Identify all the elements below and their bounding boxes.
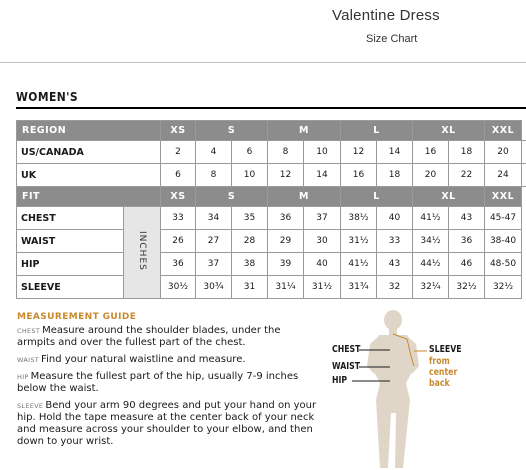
table-row [17, 230, 526, 253]
table-cell: 18 [449, 141, 485, 164]
table-cell: 8 [268, 141, 304, 164]
table-cell: 34 [196, 207, 232, 230]
table-row [17, 253, 526, 276]
region-header: REGION [17, 121, 161, 141]
sleeve-note-line: from [429, 356, 450, 367]
section-title: WOMEN'S [16, 89, 79, 104]
guide-text: Measure around the shoulder blades, under the armpits and over the fullest part of the chest. [17, 325, 281, 348]
size-chart-table [16, 120, 526, 299]
guide-entry-hip [17, 371, 317, 395]
table-cell: 32½ [449, 276, 485, 299]
table-cell: 22 [449, 164, 485, 187]
table-cell: 41½ [341, 253, 377, 276]
table-row [17, 164, 526, 187]
table-cell: 46 [449, 253, 485, 276]
size-header: L [341, 187, 413, 207]
table-cell: 37 [304, 207, 341, 230]
table-cell: 12 [268, 164, 304, 187]
size-header: S [196, 187, 268, 207]
table-cell: 27 [196, 230, 232, 253]
table-cell: 33 [377, 230, 413, 253]
table-cell: 10 [304, 141, 341, 164]
hip-label: HIP [332, 375, 348, 386]
size-header: XXL [485, 121, 522, 141]
table-cell: 29 [268, 230, 304, 253]
guide-text: Find your natural waistline and measure. [41, 354, 246, 365]
fit-header: FIT [17, 187, 161, 207]
region-header-row [17, 121, 526, 141]
guide-term: HIP [17, 373, 29, 381]
chest-label: CHEST [332, 344, 361, 355]
table-cell: 26 [161, 230, 196, 253]
table-cell: 34½ [413, 230, 449, 253]
table-cell: 38 [232, 253, 268, 276]
table-cell: 16 [413, 141, 449, 164]
table-cell: 48-50 [485, 253, 522, 276]
table-cell: 30¾ [196, 276, 232, 299]
table-row [17, 207, 526, 230]
sleeve-note-line: back [429, 378, 450, 389]
sleeve-label: SLEEVE [429, 344, 462, 355]
table-cell: 38-40 [485, 230, 522, 253]
table-cell: 6 [232, 141, 268, 164]
table-cell: 32¼ [413, 276, 449, 299]
table-cell: 37 [196, 253, 232, 276]
table-row [17, 276, 526, 299]
table-cell: 30 [304, 230, 341, 253]
table-cell: 4 [196, 141, 232, 164]
table-cell: 41½ [413, 207, 449, 230]
table-cell: 36 [161, 253, 196, 276]
table-cell: 31½ [304, 276, 341, 299]
size-header: XS [161, 121, 196, 141]
units-label: INCHES [137, 231, 147, 271]
body-silhouette-icon [330, 308, 526, 470]
guide-entry-waist [17, 354, 317, 366]
table-cell: 45-47 [485, 207, 522, 230]
guide-entry-sleeve [17, 400, 317, 448]
row-label: CHEST [17, 207, 124, 230]
guide-text: Bend your arm 90 degrees and put your hand on your hip. Hold the tape measure at the center back of your neck and measure across your shoulder to your elbow, and then down to your wrist. [17, 400, 317, 447]
row-label: HIP [17, 253, 124, 276]
table-cell: 31¼ [268, 276, 304, 299]
waist-label: WAIST [332, 361, 361, 372]
table-cell: 20 [485, 141, 522, 164]
table-cell: 18 [377, 164, 413, 187]
table-cell: 39 [268, 253, 304, 276]
size-header: XL [413, 121, 485, 141]
sleeve-note-line: center [429, 367, 458, 378]
table-cell: 2 [161, 141, 196, 164]
table-cell: 20 [413, 164, 449, 187]
size-header: M [268, 121, 341, 141]
row-label: UK [17, 164, 161, 187]
table-cell: 44½ [413, 253, 449, 276]
header-divider [0, 62, 526, 63]
guide-text: Measure the fullest part of the hip, usually 7-9 inches below the waist. [17, 371, 299, 394]
table-cell: 8 [196, 164, 232, 187]
measurement-figure [330, 308, 526, 470]
table-cell: 14 [304, 164, 341, 187]
table-cell: 14 [377, 141, 413, 164]
table-cell: 10 [232, 164, 268, 187]
table-cell: 33 [161, 207, 196, 230]
row-label: US/CANADA [17, 141, 161, 164]
table-cell: 30½ [161, 276, 196, 299]
page-header [0, 0, 526, 62]
table-cell: 32 [377, 276, 413, 299]
table-cell: 31¾ [341, 276, 377, 299]
units-column [124, 207, 161, 299]
page-subtitle: Size Chart [366, 33, 418, 45]
guide-term: SLEEVE [17, 402, 44, 410]
table-cell: 12 [341, 141, 377, 164]
table-row [17, 141, 526, 164]
size-header: M [268, 187, 341, 207]
table-cell: 6 [161, 164, 196, 187]
table-cell: 43 [449, 207, 485, 230]
size-header: XXL [485, 187, 522, 207]
guide-term: CHEST [17, 327, 41, 335]
guide-title: MEASUREMENT GUIDE [17, 312, 137, 322]
table-cell [522, 164, 526, 187]
table-cell: 40 [304, 253, 341, 276]
table-cell: 31 [232, 276, 268, 299]
table-cell: 24 [485, 164, 522, 187]
table-cell: 38½ [341, 207, 377, 230]
table-cell: 16 [341, 164, 377, 187]
table-cell: 43 [377, 253, 413, 276]
row-label: SLEEVE [17, 276, 124, 299]
page-title: Valentine Dress [332, 7, 440, 24]
guide-term: WAIST [17, 356, 40, 364]
sleeve-note [429, 356, 457, 389]
row-label: WAIST [17, 230, 124, 253]
table-cell: 36 [268, 207, 304, 230]
fit-header-row [17, 187, 526, 207]
table-cell: 35 [232, 207, 268, 230]
size-header: L [341, 121, 413, 141]
size-header: XS [161, 187, 196, 207]
table-cell: 31½ [341, 230, 377, 253]
section-divider [16, 107, 526, 109]
guide-entry-chest [17, 325, 317, 349]
table-cell: 32½ [485, 276, 522, 299]
table-cell: 28 [232, 230, 268, 253]
table-cell [522, 141, 526, 164]
table-cell: 40 [377, 207, 413, 230]
table-cell: 36 [449, 230, 485, 253]
silhouette [367, 310, 419, 468]
size-header: S [196, 121, 268, 141]
measurement-guide [17, 312, 317, 453]
size-header: XL [413, 187, 485, 207]
